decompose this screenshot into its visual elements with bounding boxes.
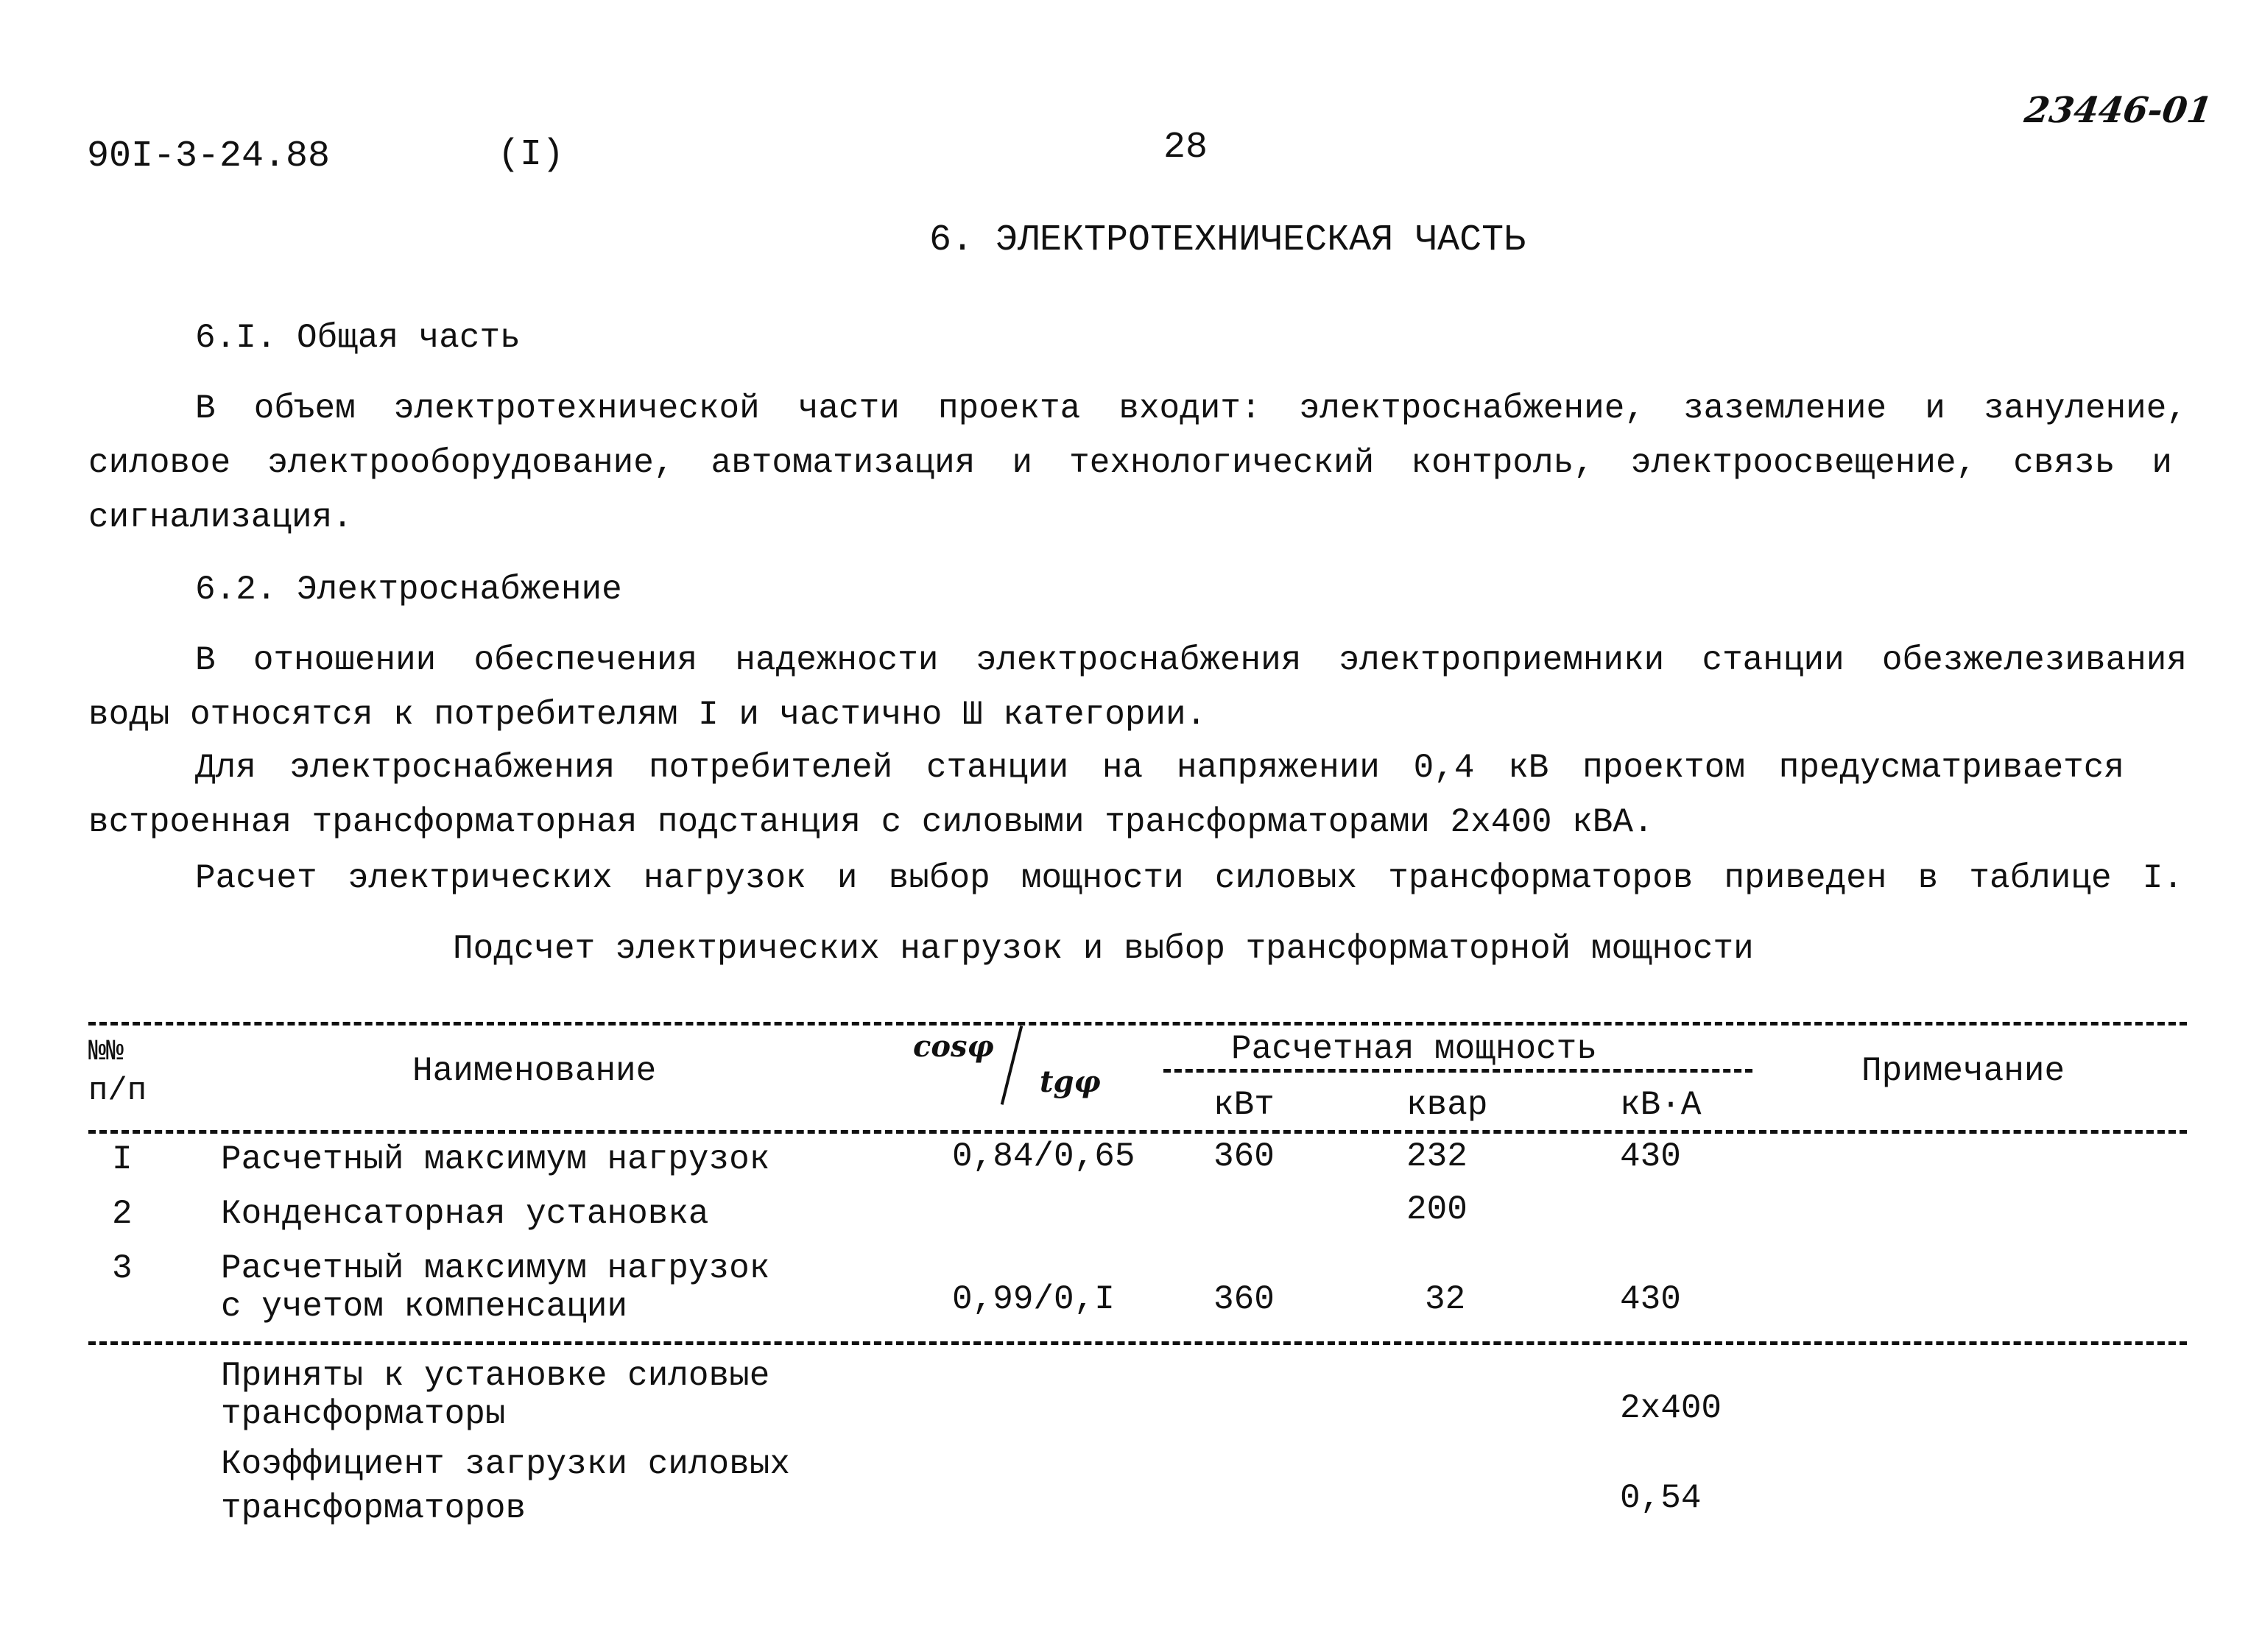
paragraph-line: встроенная трансформаторная подстанция с силовыми трансформаторами 2х400 кВА. — [88, 803, 1654, 841]
document-code: 90I-3-24.88 — [87, 135, 331, 177]
table-header-rule — [88, 1130, 2187, 1134]
paragraph-line: сигнализация. — [88, 498, 353, 537]
header-kva: кВ·А — [1620, 1086, 1702, 1124]
row-kva: 430 — [1620, 1137, 1681, 1176]
header-slash — [1001, 1026, 1023, 1105]
row-cos-tg: 0,84/0,65 — [952, 1137, 1135, 1176]
header-power-group: Расчетная мощность — [1231, 1030, 1597, 1068]
subsection-heading-general: 6.I. Общая часть — [195, 319, 521, 357]
row-name: Конденсаторная установка — [221, 1195, 709, 1233]
row-kw: 360 — [1213, 1280, 1275, 1319]
row-kva: 430 — [1620, 1280, 1681, 1319]
header-kw: кВт — [1213, 1086, 1275, 1124]
header-kvar: квар — [1406, 1086, 1488, 1124]
row-cos-tg: 0,99/0,I — [952, 1280, 1115, 1319]
paragraph-line: силовое электрооборудование, автоматизация и технологический контроль, электроосвещение, связь и — [88, 444, 2172, 482]
header-group-rule — [1163, 1069, 1752, 1073]
section-title: 6. ЭЛЕКТРОТЕХНИЧЕСКАЯ ЧАСТЬ — [929, 219, 1526, 261]
row-name-line2: с учетом компенсации — [221, 1288, 628, 1326]
header-num-line1: №№ — [88, 1036, 124, 1069]
paragraph-line: В объем электротехнической части проекта входит: электроснабжение, заземление и зануление, — [195, 389, 2187, 428]
header-cos: cosφ — [913, 1029, 994, 1064]
row-kvar: 200 — [1406, 1190, 1468, 1229]
row-name: Расчетный максимум нагрузок — [221, 1249, 770, 1288]
footer-label: Коэффициент загрузки силовых — [221, 1445, 790, 1483]
row-kvar: 32 — [1425, 1280, 1466, 1319]
header-name: Наименование — [412, 1052, 657, 1090]
table-caption: Подсчет электрических нагрузок и выбор трансформаторной мощности — [453, 930, 1754, 968]
footer-value: 0,54 — [1620, 1479, 1702, 1517]
paragraph-line: В отношении обеспечения надежности электроснабжения электроприемники станции обезжелезивания — [195, 641, 2187, 679]
row-name: Расчетный максимум нагрузок — [221, 1140, 770, 1179]
paragraph-line: Для электроснабжения потребителей станции на напряжении 0,4 кВ проектом предусматривается — [195, 749, 2124, 787]
header-note: Примечание — [1861, 1052, 2065, 1090]
footer-label: Приняты к установке силовые — [221, 1357, 770, 1395]
row-num: I — [112, 1140, 133, 1179]
row-kvar: 232 — [1406, 1137, 1468, 1176]
table-body-rule — [88, 1341, 2187, 1345]
paragraph-line: воды относятся к потребителям I и частично Ш категории. — [88, 696, 1207, 734]
archive-stamp: 23446-01 — [2022, 90, 2215, 131]
table-top-rule — [88, 1022, 2187, 1026]
paragraph-line: Расчет электрических нагрузок и выбор мощности силовых трансформаторов приведен в таблице I. — [195, 859, 2183, 897]
row-num: 2 — [112, 1195, 133, 1233]
footer-label-line2: трансформаторы — [221, 1395, 506, 1433]
row-kw: 360 — [1213, 1137, 1275, 1176]
header-num-line2: п/п — [88, 1073, 147, 1109]
footer-value: 2х400 — [1620, 1389, 1722, 1427]
row-num: 3 — [112, 1249, 133, 1288]
document-part: (I) — [498, 134, 565, 176]
page-number: 28 — [1163, 127, 1208, 169]
footer-label-line2: трансформаторов — [221, 1489, 526, 1528]
header-tg: tgφ — [1040, 1065, 1101, 1099]
subsection-heading-power-supply: 6.2. Электроснабжение — [195, 571, 622, 609]
